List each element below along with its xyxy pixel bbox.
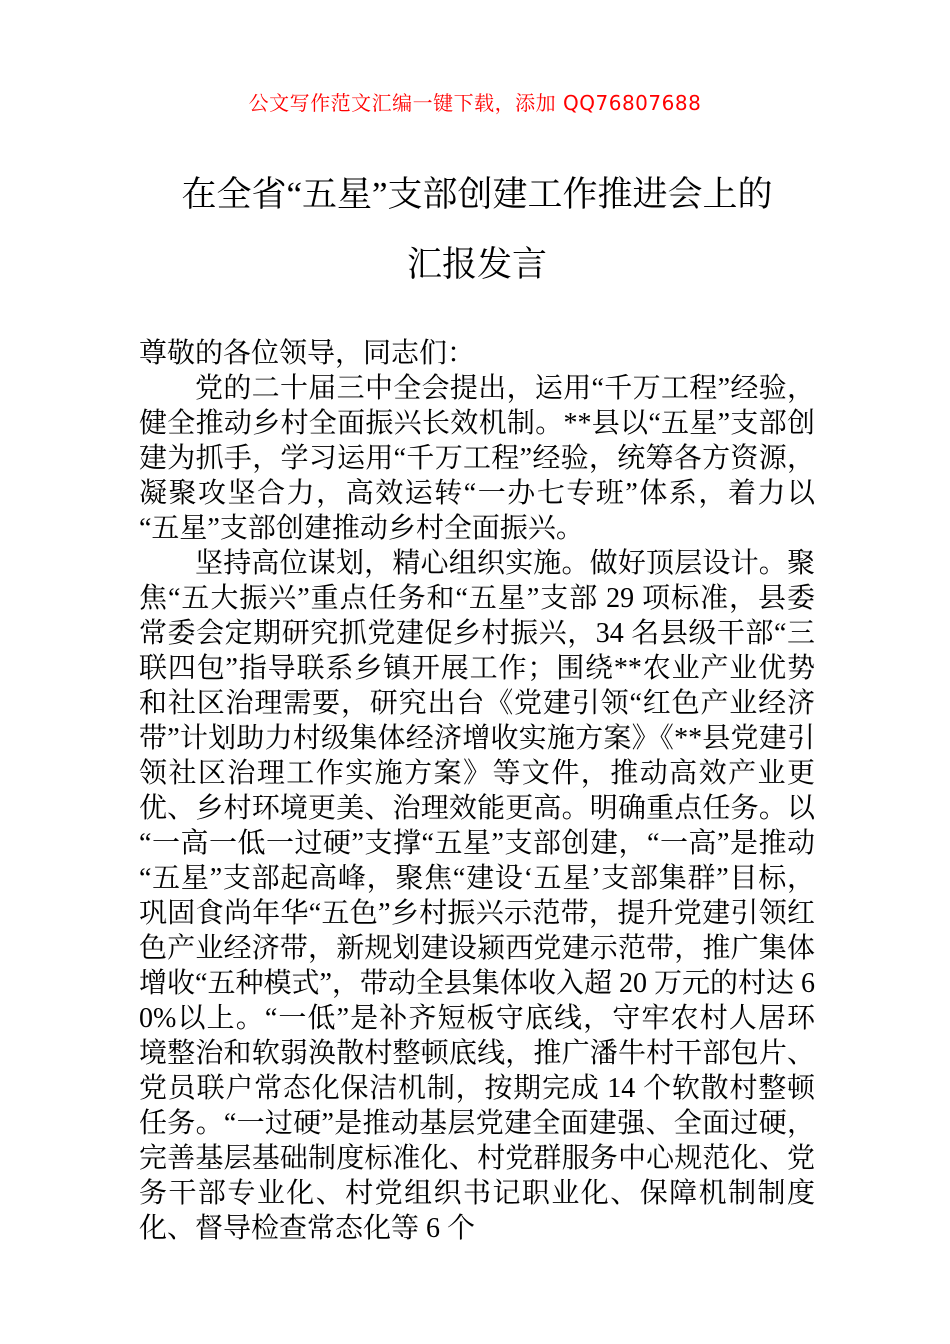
document-title <box>139 160 815 300</box>
document-title-line-1: 在全省“五星”支部创建工作推进会上的 <box>181 175 773 214</box>
body-paragraph-1: 党的二十届三中全会提出，运用“千万工程”经验，健全推动乡村全面振兴长效机制。**县以“五星”支部创建为抓手，学习运用“千万工程”经验，统筹各方资源，凝聚攻坚合力，高效运转“一办七专班”体系，着力以“五星”支部创建推动乡村全面振兴。 <box>139 373 815 544</box>
body-paragraph-2: 坚持高位谋划，精心组织实施。做好顶层设计。聚焦“五大振兴”重点任务和“五星”支部 29 项标准，县委常委会定期研究抓党建促乡村振兴，34 名县级干部“三联四包”指导联系乡镇开展工作；围绕**农业产业优势和社区治理需要，研究出台《党建引领“红色产业经济带”计划助力村级集体经济增收实施方案》《**县党建引领社区治理工作实施方案》等文件，推动高效产业更优、乡村环境更美、治理效能更高。明确重点任务。以“一高一低一过硬”支撑“五星”支部创建，“一高”是推动“五星”支部起高峰，聚焦“建设‘五星’支部集群”目标，巩固食尚年华“五色”乡村振兴示范带，提升党建引领红色产业经济带，新规划建设颍西党建示范带，推广集体增收“五种模式”，带动全县集体收入超 20 万元的村达 60%以上。“一低”是补齐短板守底线，守牢农村人居环境整治和软弱涣散村整顿底线，推广潘牛村干部包片、党员联户常态化保洁机制，按期完成 14 个软散村整顿任务。“一过硬”是推动基层党建全面建强、全面过硬，完善基层基础制度标准化、村党群服务中心规范化、党务干部专业化、村党组织书记职业化、保障机制制度化、督导检查常态化等 6 个 <box>139 548 815 1244</box>
salutation: 尊敬的各位领导，同志们： <box>139 338 476 369</box>
document-body <box>139 336 815 1246</box>
header-notice: 公文写作范文汇编一键下载，添加 QQ76807688 <box>248 91 702 115</box>
document-title-line-2: 汇报发言 <box>406 245 547 284</box>
